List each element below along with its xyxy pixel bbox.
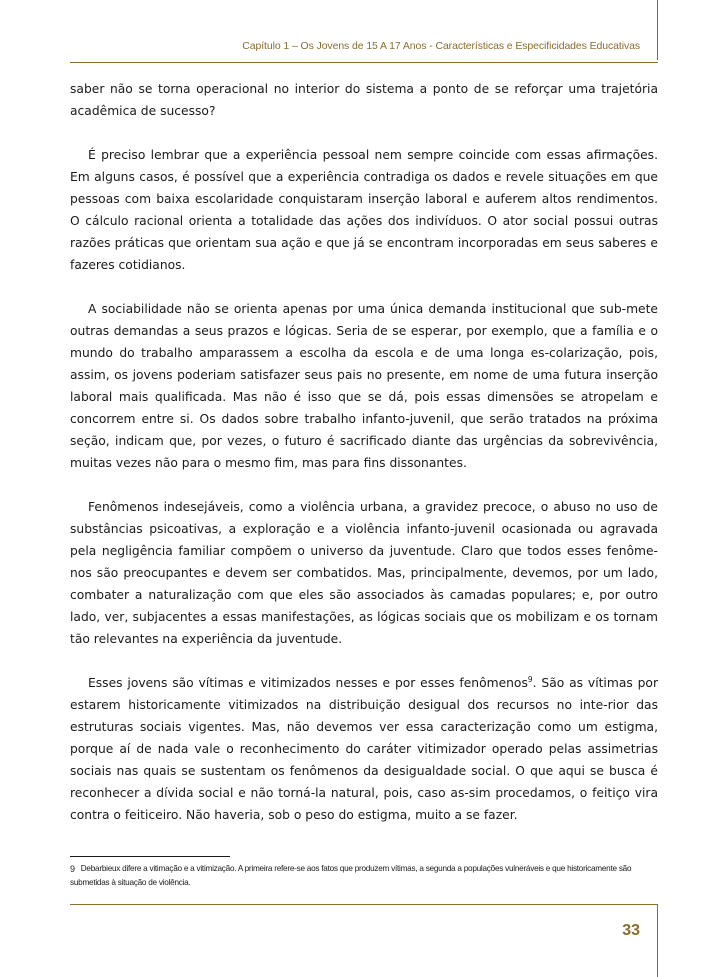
header-rule (70, 62, 658, 63)
paragraph-2: É preciso lembrar que a experiência pessoal nem sempre coincide com essas afirmações. Em alguns casos, é possível que a experiência contradiga os dados e revele situações em que pessoas com baixa escolaridade conquistaram inserção laboral e auferem altos rendimentos. O cálculo racional orienta a totalidade das ações dos indivíduos. O ator social possui outras razões práticas que orientam sua ação e que já se encontram incorporadas em seus saberes e fazeres cotidianos. (70, 148, 658, 272)
body-text (70, 78, 658, 848)
paragraph-4: Fenômenos indesejáveis, como a violência urbana, a gravidez precoce, o abuso no uso de substâncias psicoativas, a exploração e a violência infanto-juvenil ocasionada ou agravada pela negligência familiar compõem o universo da juventude. Claro que todos esses fenôme-nos são preocupantes e devem ser combatidos. Mas, principalmente, devemos, por um lado, combater a naturalização com que eles são associados às camadas populares; e, por outro lado, ver, subjacentes a essas manifestações, as lógicas sociais que os mobilizam e os tornam tão relevantes na experiência da juventude. (70, 500, 658, 646)
footnote-number: 9 (70, 864, 75, 874)
paragraph-1: saber não se torna operacional no interior do sistema a ponto de se reforçar uma trajetória acadêmica de sucesso? (70, 82, 658, 118)
page-number: 33 (622, 922, 640, 939)
footnote-text: Debarbieux difere a vitimação e a vitimização. A primeira refere-se aos fatos que produzem vítimas, a segunda a populações vulneráveis e que historicamente são submetidas à situação de violência. (70, 864, 632, 887)
bottom-vertical-rule (657, 904, 658, 977)
paragraph-5-part-1: Esses jovens são vítimas e vitimizados nesses e por esses fenômenos (88, 676, 528, 690)
running-header: Capítulo 1 – Os Jovens de 15 A 17 Anos - Características e Especificidades Educativas (242, 40, 640, 52)
paragraph-5-part-2: . São as vítimas por estarem historicamente vitimizados na distribuição desigual dos recursos no inte-rior das estruturas sociais vigentes. Mas, não devemos ver essa caracterização como um estigma, porque aí de nada vale o reconhecimento do caráter vitimizador operado pelas assimetrias sociais nas quais se sustentam os fenômenos da desigualdade social. O que aqui se busca é reconhecer a dívida social e não torná-la natural, pois, caso as-sim procedamos, o feitiço vira contra o feiticeiro. Não haveria, sob o peso do estigma, muito a se fazer. (70, 676, 658, 822)
footnote-rule (70, 856, 230, 857)
footnote-reference[interactable]: 9 (527, 674, 533, 684)
footnote (70, 862, 658, 890)
footer-rule (70, 904, 658, 905)
paragraph-5 (70, 672, 658, 826)
top-vertical-rule (657, 0, 658, 60)
paragraph-3: A sociabilidade não se orienta apenas por uma única demanda institucional que sub-mete outras demandas a seus prazos e lógicas. Seria de se esperar, por exemplo, que a família e o mundo do trabalho amparassem a escolha da escola e de uma longa es-colarização, pois, assim, os jovens poderiam satisfazer seus pais no presente, em nome de uma futura inserção laboral mais qualificada. Mas não é isso que se dá, pois essas dimensões se atropelam e concorrem entre si. Os dados sobre trabalho infanto-juvenil, que serão tratados na próxima seção, indicam que, por vezes, o futuro é sacrificado diante das urgências da sobrevivência, muitas vezes não para o mesmo fim, mas para fins dissonantes. (70, 302, 658, 470)
